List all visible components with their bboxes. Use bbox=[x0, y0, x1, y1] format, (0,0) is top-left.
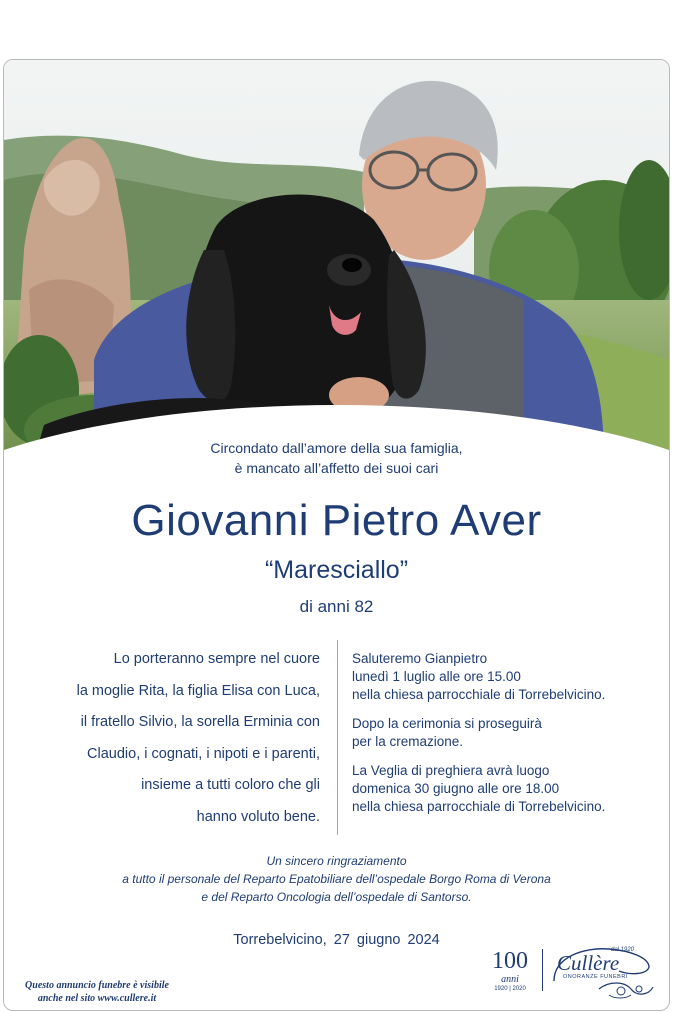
footer-note-line: Questo annuncio funebre è visibile bbox=[25, 980, 169, 991]
funeral-line: Saluteremo Gianpietro bbox=[352, 651, 488, 666]
footer-note bbox=[12, 979, 182, 1005]
place-date: Torrebelvicino, 27 giugno 2024 bbox=[233, 932, 440, 948]
anniversary-logo bbox=[484, 948, 536, 998]
logo-divider bbox=[542, 949, 543, 991]
cremation-info bbox=[352, 715, 662, 751]
anniversary-number: 100 bbox=[492, 948, 528, 974]
obituary-card bbox=[3, 59, 670, 1011]
mourners-line: Lo porteranno sempre nel cuore bbox=[113, 651, 320, 667]
footer-note-line: anche nel sito www.cullere.it bbox=[37, 993, 157, 1004]
thanks-line: a tutto il personale del Reparto Epatobiliare dell’ospedale Borgo Roma di Verona bbox=[122, 872, 551, 886]
deceased-nickname: “Maresciallo” bbox=[264, 556, 409, 584]
vigil-line: domenica 30 giugno alle ore 18.00 bbox=[352, 781, 560, 796]
cremation-line: Dopo la cerimonia si proseguirà bbox=[352, 716, 542, 731]
thanks-line: e del Reparto Oncologia dell’ospedale di Santorso. bbox=[201, 890, 472, 904]
vigil-line: nella chiesa parrocchiale di Torrebelvicino. bbox=[352, 799, 606, 814]
brand-logo bbox=[549, 945, 659, 1001]
mourners-line: Claudio, i cognati, i nipoti e i parenti, bbox=[87, 745, 320, 762]
intro-text bbox=[4, 438, 669, 478]
brand-tagline: ONORANZE FUNEBRI bbox=[563, 974, 628, 980]
anniversary-years: 1920 | 2020 bbox=[494, 986, 526, 992]
intro-line-1: Circondato dall’amore della sua famiglia, bbox=[210, 440, 463, 456]
column-divider bbox=[337, 640, 338, 835]
thanks-text bbox=[4, 852, 669, 906]
deceased-name: Giovanni Pietro Aver bbox=[131, 496, 542, 545]
mourners-line: la moglie Rita, la figlia Elisa con Luca, bbox=[76, 682, 320, 699]
anniversary-word: anni bbox=[501, 974, 519, 985]
intro-line-2: è mancato all’affetto dei suoi cari bbox=[234, 460, 439, 476]
cremation-line: per la cremazione. bbox=[352, 734, 464, 749]
vigil-info bbox=[352, 762, 662, 816]
mourners-line: il fratello Silvio, la sorella Erminia con bbox=[80, 714, 320, 730]
deceased-age: di anni 82 bbox=[299, 597, 374, 616]
mourners-line: insieme a tutti coloro che gli bbox=[141, 777, 320, 793]
ceremony-details bbox=[352, 650, 662, 827]
thanks-line: Un sincero ringraziamento bbox=[266, 854, 407, 868]
funeral-line: nella chiesa parrocchiale di Torrebelvicino. bbox=[352, 687, 606, 702]
mourners-list bbox=[24, 644, 320, 833]
funeral-info bbox=[352, 650, 662, 704]
brand-name: Cullère bbox=[557, 951, 620, 975]
mourners-line: hanno voluto bene. bbox=[196, 808, 320, 825]
funeral-line: lunedì 1 luglio alle ore 15.00 bbox=[352, 669, 521, 684]
brand-since: dal 1920 bbox=[611, 947, 635, 953]
vigil-line: La Veglia di preghiera avrà luogo bbox=[352, 763, 550, 778]
